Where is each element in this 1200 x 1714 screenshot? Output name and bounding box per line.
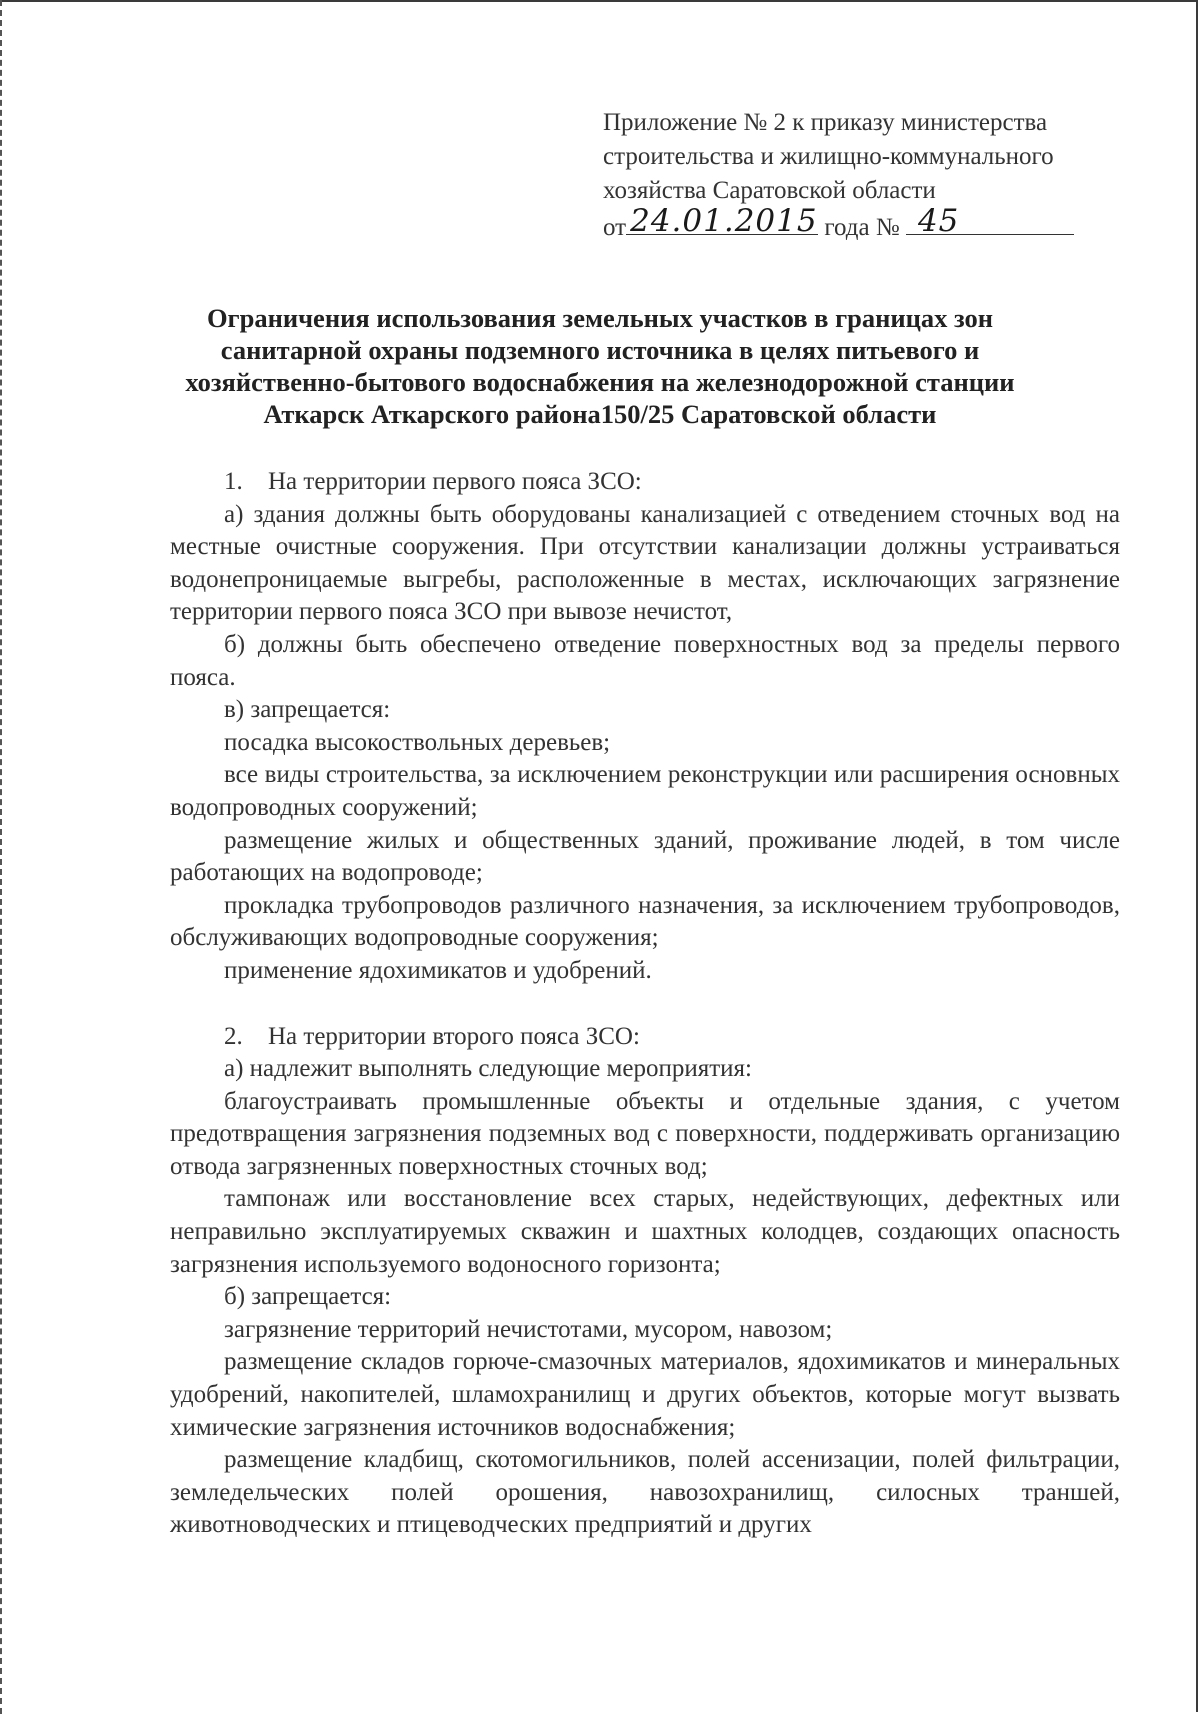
- number-field: [906, 203, 1074, 239]
- list-item: тампонаж или восстановление всех старых, недействующих, дефектных или неправильно эксплуатируемых скважин и шахтных колодцев, создающих опасность загрязнения используемого водоносного горизонта;: [170, 1185, 1120, 1278]
- paragraph: б) запрещается:: [224, 1283, 392, 1311]
- list-item: размещение жилых и общественных зданий, проживание людей, в том числе работающих на водопроводе;: [170, 826, 1120, 887]
- approval-line: хозяйства Саратовской области: [603, 177, 936, 204]
- list-item: прокладка трубопроводов различного назначения, за исключением трубопроводов, обслуживающих водопроводные сооружения;: [170, 891, 1120, 952]
- handwritten-date: 24.01.2015: [630, 203, 818, 239]
- document-title: [160, 302, 1040, 430]
- list-item: применение ядохимикатов и удобрений.: [224, 956, 652, 984]
- handwritten-number: 45: [917, 203, 960, 239]
- paragraph: а) надлежит выполнять следующие мероприятия:: [224, 1055, 752, 1083]
- list-item: загрязнение территорий нечистотами, мусором, навозом;: [224, 1315, 833, 1343]
- document-body: [170, 466, 1120, 1542]
- paragraph: в) запрещается:: [224, 696, 391, 724]
- title-line: Аткарск Аткарского района150/25 Саратовской области: [263, 399, 937, 429]
- section-gap: [170, 988, 1120, 1021]
- title-line: хозяйственно-бытового водоснабжения на железнодорожной станции: [185, 367, 1015, 397]
- title-line: санитарной охраны подземного источника в целях питьевого и: [220, 335, 980, 365]
- section-heading: [170, 466, 1120, 499]
- paragraph: б) должны быть обеспечено отведение поверхностных вод за пределы первого пояса.: [170, 630, 1120, 691]
- approval-block: [603, 106, 1123, 245]
- paragraph: а) здания должны быть оборудованы канализацией с отведением сточных вод на местные очистные сооружения. При отсутствии канализации должны устраиваться водонепроницаемые выгребы, расположенные в местах, исключающих загрязнение территории первого пояса ЗСО при вывозе нечистот,: [170, 500, 1120, 626]
- approval-line: Приложение № 2 к приказу министерства: [603, 109, 1048, 136]
- section-heading: [170, 1021, 1120, 1054]
- section-number: 1.: [224, 468, 243, 495]
- approval-date-row: [603, 203, 1123, 245]
- section-heading-text: На территории первого пояса ЗСО:: [268, 468, 642, 495]
- scan-edge: [0, 0, 4, 1714]
- list-item: размещение кладбищ, скотомогильников, полей ассенизации, полей фильтрации, земледельческих полей орошения, навозохранилищ, силосных траншей, животноводческих и птицеводческих предприятий и других: [170, 1446, 1120, 1539]
- date-field: [626, 203, 818, 239]
- section-heading-text: На территории второго пояса ЗСО:: [268, 1022, 640, 1050]
- list-item: благоустраивать промышленные объекты и отдельные здания, с учетом предотвращения загрязнения подземных вод с поверхности, поддерживать организацию отвода загрязненных поверхностных сточных вод;: [170, 1087, 1120, 1180]
- list-item: все виды строительства, за исключением реконструкции или расширения основных водопроводных сооружений;: [170, 761, 1120, 821]
- title-line: Ограничения использования земельных участков в границах зон: [206, 303, 994, 333]
- number-prefix: года №: [824, 214, 900, 241]
- list-item: размещение складов горюче-смазочных материалов, ядохимикатов и минеральных удобрений, накопителей, шламохранилищ и других объектов, которые могут вызвать химические загрязнения источников водоснабжения;: [170, 1348, 1120, 1441]
- date-prefix: от: [603, 214, 627, 241]
- list-item: посадка высокоствольных деревьев;: [224, 728, 611, 756]
- section-number: 2.: [224, 1022, 243, 1050]
- approval-line: строительства и жилищно-коммунального: [603, 143, 1054, 170]
